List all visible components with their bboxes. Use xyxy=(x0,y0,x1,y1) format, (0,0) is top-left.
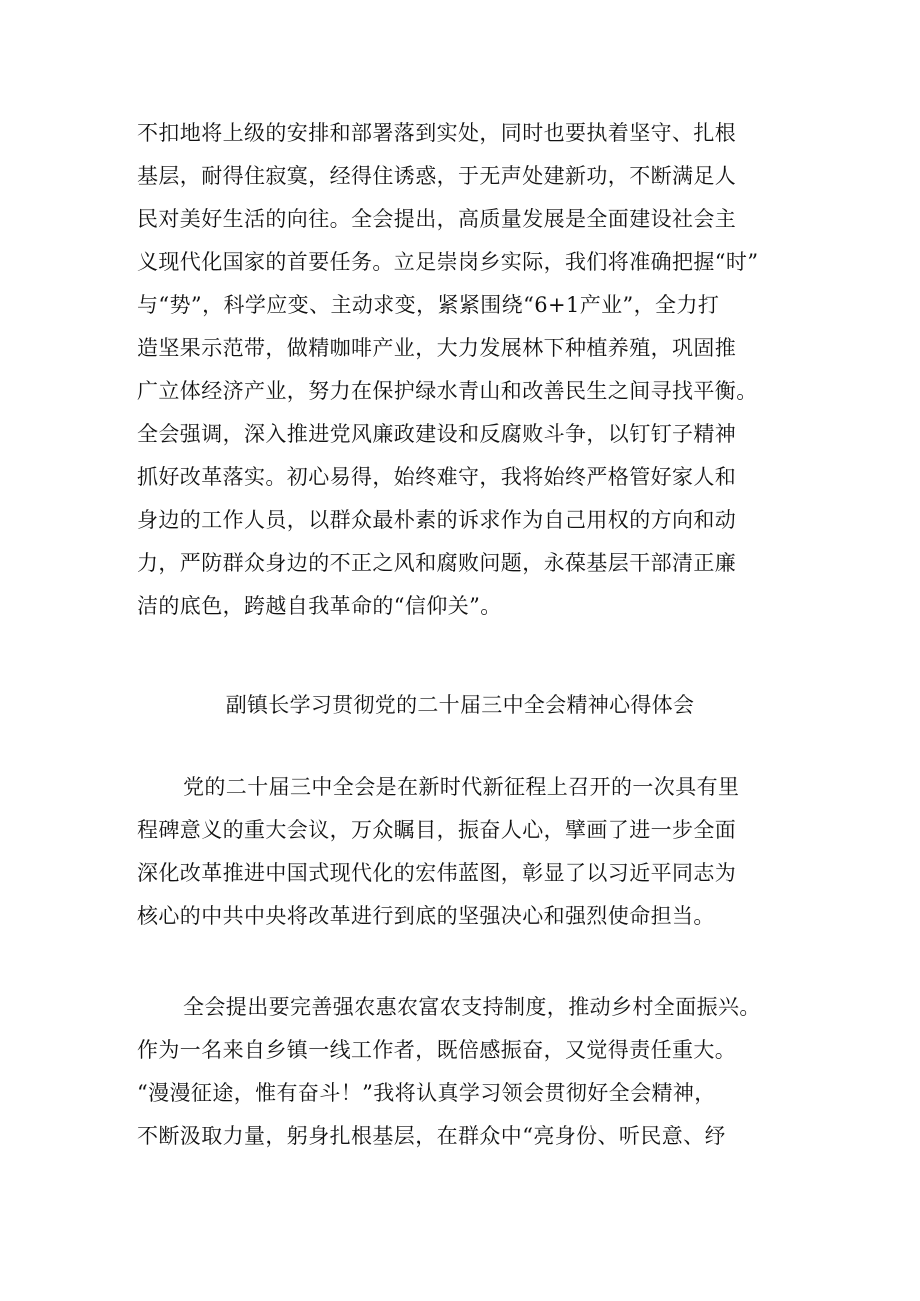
text-line: 身边的工作人员，以群众最朴素的诉求作为自己用权的方向和动 xyxy=(137,508,737,532)
text-line: 不断汲取力量，躬身扎根基层，在群众中“亮身份、听民意、纾 xyxy=(137,1124,726,1148)
text-line: 力，严防群众身边的不正之风和腐败问题，永葆基层干部清正廉 xyxy=(137,551,737,575)
text-line: 洁的底色，跨越自我革命的“信仰关”。 xyxy=(137,594,502,618)
text-line: 全会强调，深入推进党风廉政建设和反腐败斗争，以钉钉子精神 xyxy=(137,422,737,446)
section-title: 副镇长学习贯彻党的二十届三中全会精神心得体会 xyxy=(225,693,695,717)
text-line: 不扣地将上级的安排和部署落到实处，同时也要执着坚守、扎根 xyxy=(137,121,737,145)
text-line: 基层，耐得住寂寞，经得住诱惑，于无声处建新功，不断满足人 xyxy=(137,164,737,188)
paragraph-rural xyxy=(137,986,797,1158)
text-line: 抓好改革落实。初心易得，始终难守，我将始终严格管好家人和 xyxy=(137,465,737,489)
text-line: 与“势”，科学应变、主动求变，紧紧围绕“6+1产业”，全力打 xyxy=(137,293,720,317)
paragraph-continuation xyxy=(137,112,797,628)
text-line: 全会提出要完善强农惠农富农支持制度，推动乡村全面振兴。 xyxy=(183,995,761,1019)
text-line: 程碑意义的重大会议，万众瞩目，振奋人心，擘画了进一步全面 xyxy=(137,818,737,842)
text-line: 党的二十届三中全会是在新时代新征程上召开的一次具有里 xyxy=(183,775,740,799)
paragraph-intro xyxy=(137,766,797,938)
text-line: 核心的中共中央将改革进行到底的坚强决心和强烈使命担当。 xyxy=(137,904,715,928)
text-line: 深化改革推进中国式现代化的宏伟蓝图，彰显了以习近平同志为 xyxy=(137,861,737,885)
text-line: 广立体经济产业，努力在保护绿水青山和改善民生之间寻找平衡。 xyxy=(137,379,758,403)
text-line: 作为一名来自乡镇一线工作者，既倍感振奋，又觉得责任重大。 xyxy=(137,1038,737,1062)
text-line: 造坚果示范带，做精咖啡产业，大力发展林下种植养殖，巩固推 xyxy=(137,336,737,360)
text-line: “漫漫征途，惟有奋斗！”我将认真学习领会贯彻好全会精神， xyxy=(137,1081,716,1105)
text-line: 义现代化国家的首要任务。立足崇岗乡实际，我们将准确把握“时” xyxy=(137,250,759,274)
text-line: 民对美好生活的向往。全会提出，高质量发展是全面建设社会主 xyxy=(137,207,737,231)
